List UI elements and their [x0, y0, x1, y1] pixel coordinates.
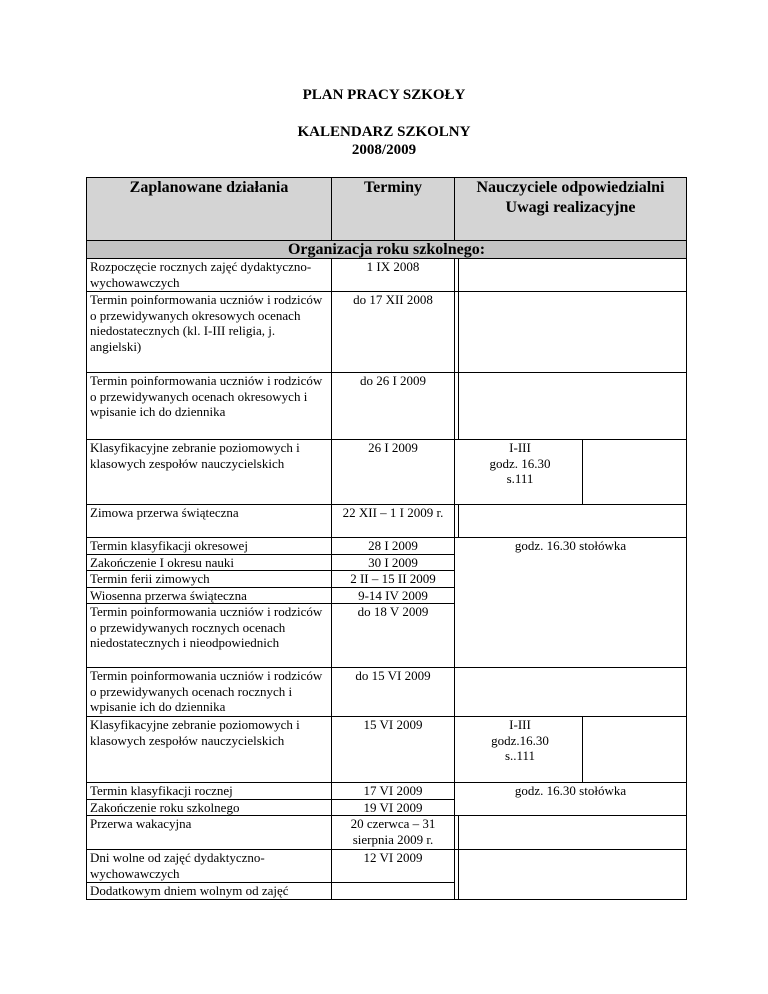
note-room: s..111: [504, 748, 536, 763]
activity-cell: Dodatkowym dniem wolnym od zajęć: [87, 882, 332, 899]
term-cell: do 17 XII 2008: [332, 292, 455, 373]
note-class: I-III: [509, 440, 531, 455]
notes-cell: [455, 440, 687, 505]
notes-cell: [455, 668, 687, 717]
notes-cell: [455, 505, 687, 538]
section-row: [87, 241, 687, 259]
term-cell: 1 IX 2008: [332, 259, 455, 292]
activity-cell: Termin poinformowania uczniów i rodziców o przewidywanych ocenach rocznych i wpisanie ich do dziennika: [87, 668, 332, 717]
activity-cell: Zimowa przerwa świąteczna: [87, 505, 332, 538]
activity-cell: Zakończenie I okresu nauki: [87, 554, 332, 571]
notes-cell: godz. 16.30 stołówka: [455, 783, 687, 816]
notes-cell: godz. 16.30 stołówka: [455, 538, 687, 668]
term-cell: [332, 882, 455, 899]
header-activities: Zaplanowane działania: [87, 178, 332, 241]
notes-cell: [455, 717, 687, 783]
notes-cell: [455, 816, 687, 850]
note-class: I-III: [509, 717, 531, 732]
calendar-title: KALENDARZ SZKOLNY: [297, 124, 471, 140]
note-time: godz.16.30: [491, 732, 549, 748]
header-terms: Terminy: [332, 178, 455, 241]
table-row: [87, 850, 687, 883]
term-cell: 12 VI 2009: [332, 850, 455, 883]
term-cell: 2 II – 15 II 2009: [332, 571, 455, 588]
activity-cell: Klasyfikacyjne zebranie poziomowych i klasowych zespołów nauczycielskich: [87, 717, 332, 783]
activity-cell: Termin klasyfikacji rocznej: [87, 783, 332, 800]
table-row: [87, 816, 687, 850]
table-row: [87, 783, 687, 800]
activity-cell: Termin poinformowania uczniów i rodziców o przewidywanych okresowych ocenach niedostatecznych (kl. I-III religia, j. angielski): [87, 292, 332, 373]
term-cell: 17 VI 2009: [332, 783, 455, 800]
table-row: [87, 717, 687, 783]
term-cell: 26 I 2009: [332, 440, 455, 505]
page-title: PLAN PRACY SZKOŁY: [302, 87, 466, 103]
activity-cell: Przerwa wakacyjna: [87, 816, 332, 850]
activity-cell: Klasyfikacyjne zebranie poziomowych i klasowych zespołów nauczycielskich: [87, 440, 332, 505]
activity-cell: Zakończenie roku szkolnego: [87, 799, 332, 816]
term-cell: 30 I 2009: [332, 554, 455, 571]
table-header-row: [87, 178, 687, 241]
activity-cell: Termin klasyfikacji okresowej: [87, 538, 332, 555]
notes-cell: [455, 850, 687, 900]
term-cell: 20 czerwca – 31 sierpnia 2009 r.: [332, 816, 455, 850]
term-cell: do 15 VI 2009: [332, 668, 455, 717]
table-row: [87, 668, 687, 717]
note-room: s.111: [506, 471, 534, 486]
term-cell: 9-14 IV 2009: [332, 587, 455, 604]
header-notes-line2: Uwagi realizacyjne: [505, 199, 636, 216]
term-cell: 19 VI 2009: [332, 799, 455, 816]
header-notes-line1: Nauczyciele odpowiedzialni: [476, 179, 665, 196]
header-notes: [455, 178, 687, 241]
table-row: [87, 292, 687, 373]
activity-cell: Termin poinformowania uczniów i rodziców o przewidywanych ocenach okresowych i wpisanie ich do dziennika: [87, 373, 332, 440]
table-row: [87, 259, 687, 292]
school-year: 2008/2009: [351, 142, 417, 158]
activity-cell: Rozpoczęcie rocznych zajęć dydaktyczno-wychowawczych: [87, 259, 332, 292]
notes-cell: [455, 259, 687, 292]
calendar-table: [86, 177, 687, 900]
term-cell: 22 XII – 1 I 2009 r.: [332, 505, 455, 538]
table-row: [87, 373, 687, 440]
term-cell: 28 I 2009: [332, 538, 455, 555]
term-cell: 15 VI 2009: [332, 717, 455, 783]
activity-cell: Termin ferii zimowych: [87, 571, 332, 588]
table-row: [87, 505, 687, 538]
activity-cell: Termin poinformowania uczniów i rodziców o przewidywanych rocznych ocenach niedostatecznych i nieodpowiednich: [87, 604, 332, 668]
activity-cell: Dni wolne od zajęć dydaktyczno-wychowawczych: [87, 850, 332, 883]
term-cell: do 26 I 2009: [332, 373, 455, 440]
notes-cell: [455, 373, 687, 440]
section-title: Organizacja roku szkolnego:: [87, 241, 687, 259]
activity-cell: Wiosenna przerwa świąteczna: [87, 587, 332, 604]
note-time: godz. 16.30: [489, 455, 551, 471]
table-row: [87, 440, 687, 505]
term-cell: do 18 V 2009: [332, 604, 455, 668]
table-row: [87, 538, 687, 555]
notes-cell: [455, 292, 687, 373]
